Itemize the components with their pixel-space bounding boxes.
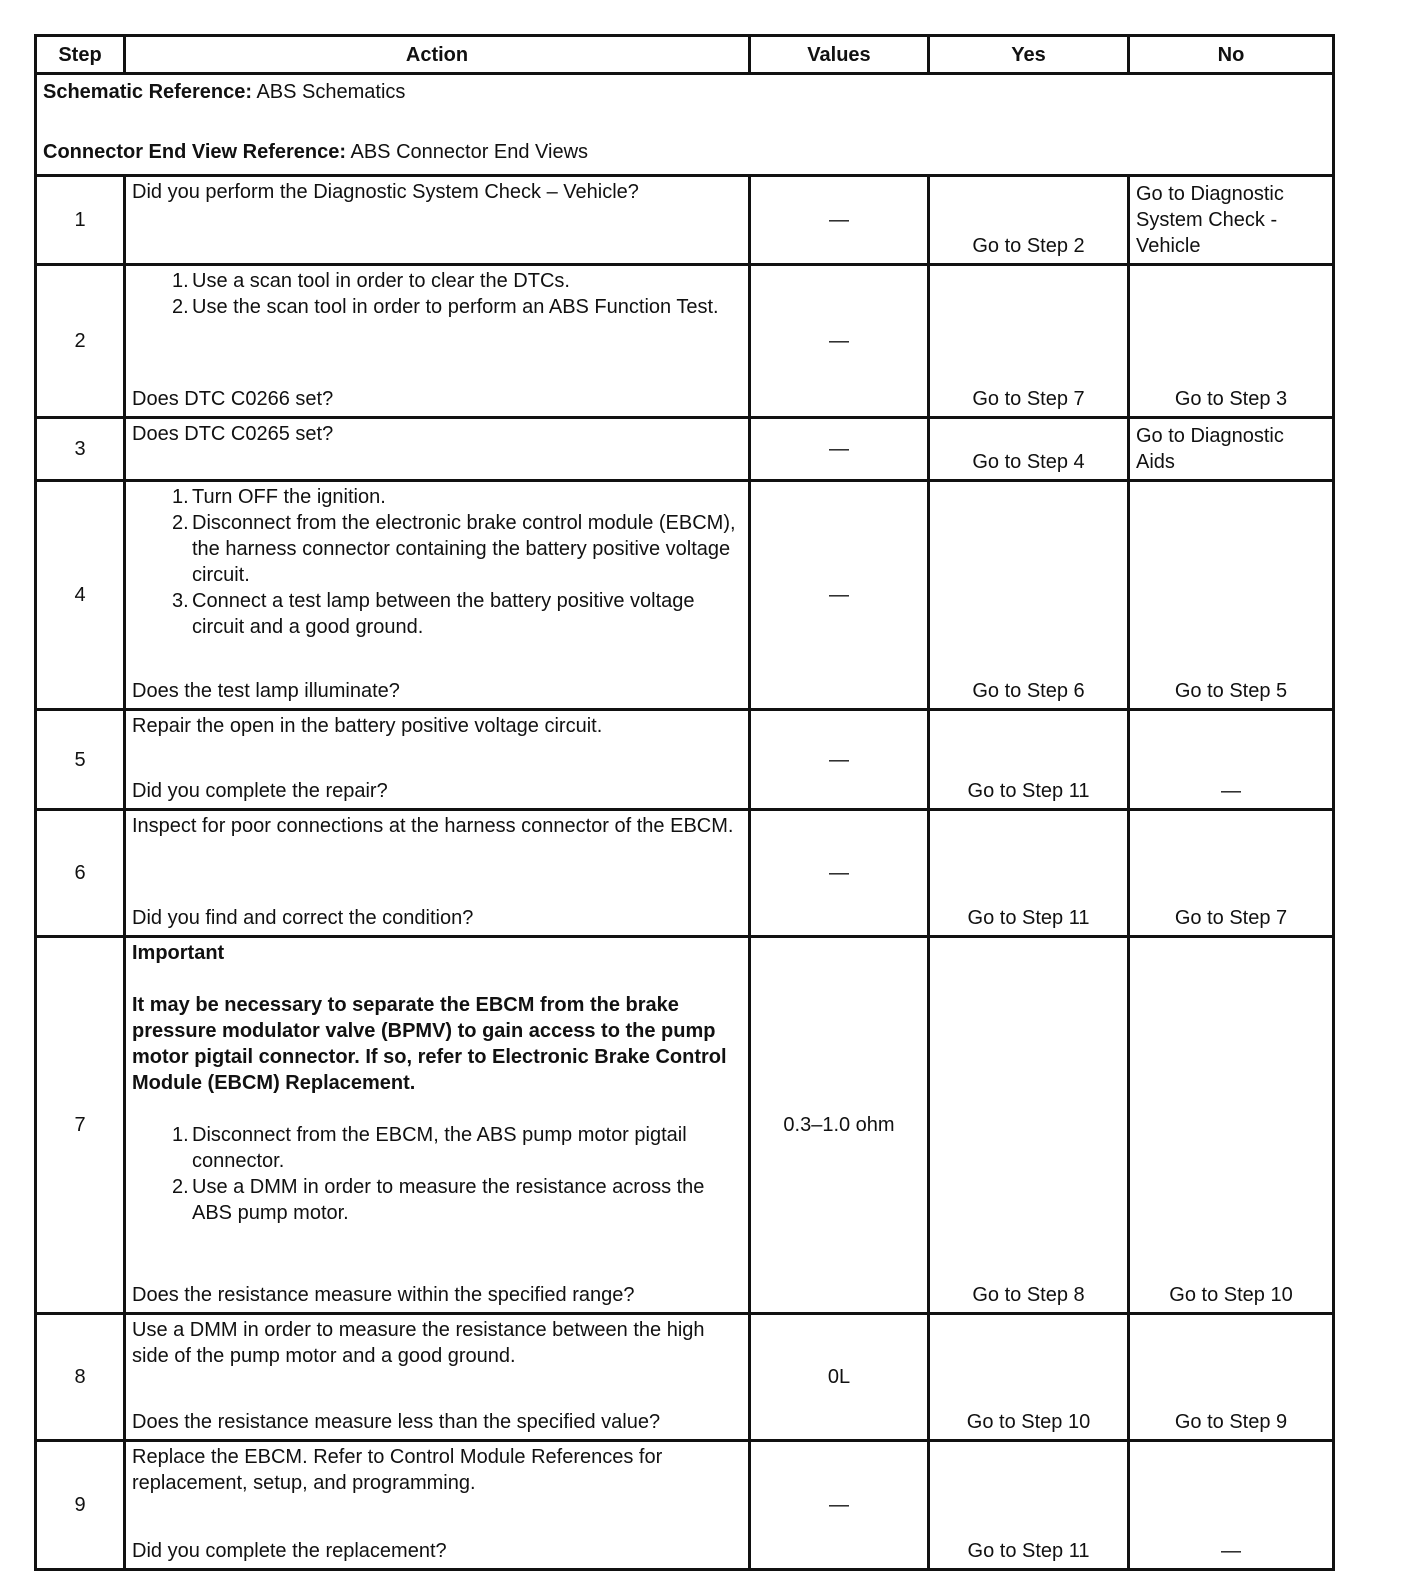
action-text: Repair the open in the battery positive voltage circuit.: [132, 715, 603, 737]
action-question: Does the resistance measure less than the specified value?: [132, 1411, 661, 1433]
connector-label: Connector End View Reference:: [43, 141, 347, 163]
reference-row: [36, 74, 1334, 176]
no-cell: Go to Step 5: [1129, 481, 1334, 710]
table-row: [36, 481, 1334, 710]
table-row: [36, 1441, 1334, 1570]
table-row: [36, 176, 1334, 265]
action-cell: [125, 810, 750, 937]
list-item: 1. Turn OFF the ignition.: [172, 486, 386, 508]
connector-value: ABS Connector End Views: [346, 141, 589, 163]
action-question: Does the resistance measure within the specified range?: [132, 1284, 635, 1306]
action-cell: [125, 1441, 750, 1570]
value-cell: —: [750, 265, 929, 418]
value-cell: 0.3–1.0 ohm: [750, 937, 929, 1314]
table-row: [36, 710, 1334, 810]
step-number: 5: [36, 710, 125, 810]
step-number: 8: [36, 1314, 125, 1441]
action-cell: [125, 481, 750, 710]
action-question: Did you complete the repair?: [132, 780, 388, 802]
header-row: [36, 36, 1334, 74]
action-text: Did you perform the Diagnostic System Check – Vehicle?: [132, 181, 639, 203]
header-values: Values: [750, 36, 929, 74]
schematic-value: ABS Schematics: [251, 81, 406, 103]
action-cell: [125, 418, 750, 481]
action-cell: [125, 710, 750, 810]
yes-cell: Go to Step 4: [929, 418, 1129, 481]
action-text: Use a DMM in order to measure the resistance between the high side of the pump motor and a good ground.: [132, 1319, 705, 1367]
no-cell: —: [1129, 710, 1334, 810]
header-step: Step: [36, 36, 125, 74]
action-text: Replace the EBCM. Refer to Control Module References for replacement, setup, and programming.: [132, 1446, 663, 1494]
table-row: [36, 810, 1334, 937]
no-cell: Go to Step 9: [1129, 1314, 1334, 1441]
step-number: 1: [36, 176, 125, 265]
list-item: 1. Disconnect from the EBCM, the ABS pump motor pigtail connector.: [172, 1124, 687, 1172]
important-label: Important: [132, 942, 225, 964]
yes-cell: Go to Step 11: [929, 810, 1129, 937]
value-cell: —: [750, 1441, 929, 1570]
yes-cell: Go to Step 6: [929, 481, 1129, 710]
header-yes: Yes: [929, 36, 1129, 74]
step-number: 9: [36, 1441, 125, 1570]
action-question: Did you complete the replacement?: [132, 1540, 447, 1562]
action-list: [132, 268, 742, 320]
action-question: Does the test lamp illuminate?: [132, 680, 400, 702]
action-cell: [125, 265, 750, 418]
yes-cell: Go to Step 8: [929, 937, 1129, 1314]
header-no: No: [1129, 36, 1334, 74]
action-question: Did you find and correct the condition?: [132, 907, 474, 929]
diagnostic-table: [34, 34, 1335, 1571]
list-item: 2. Use the scan tool in order to perform an ABS Function Test.: [172, 296, 719, 318]
important-text: It may be necessary to separate the EBCM from the brake pressure modulator valve (BPMV) to gain access to the pump motor pigtail connector. If so, refer to Electronic Brake Control Module (EBCM) Replacement.: [132, 994, 727, 1094]
value-cell: —: [750, 481, 929, 710]
list-item: 2. Disconnect from the electronic brake control module (EBCM), the harness connector containing the battery positive voltage circuit.: [172, 512, 736, 586]
action-cell: [125, 176, 750, 265]
yes-cell: Go to Step 7: [929, 265, 1129, 418]
value-cell: —: [750, 810, 929, 937]
step-number: 3: [36, 418, 125, 481]
table-row: [36, 937, 1334, 1314]
list-item: 3. Connect a test lamp between the battery positive voltage circuit and a good ground.: [172, 590, 695, 638]
action-question: Does DTC C0266 set?: [132, 388, 334, 410]
no-cell: Go to Step 10: [1129, 937, 1334, 1314]
table-row: [36, 418, 1334, 481]
value-cell: —: [750, 176, 929, 265]
no-cell: Go to Step 3: [1129, 265, 1334, 418]
header-action: Action: [125, 36, 750, 74]
yes-cell: Go to Step 10: [929, 1314, 1129, 1441]
action-cell: [125, 1314, 750, 1441]
action-list: [132, 1122, 742, 1226]
value-cell: —: [750, 710, 929, 810]
list-item: 2. Use a DMM in order to measure the resistance across the ABS pump motor.: [172, 1176, 705, 1224]
step-number: 4: [36, 481, 125, 710]
value-cell: 0L: [750, 1314, 929, 1441]
no-cell: Go to Diagnostic Aids: [1129, 418, 1334, 481]
reference-cell: [36, 74, 1334, 176]
table-row: [36, 265, 1334, 418]
connector-reference: [43, 139, 1326, 165]
schematic-reference: [43, 79, 1326, 105]
yes-cell: Go to Step 2: [929, 176, 1129, 265]
table-row: [36, 1314, 1334, 1441]
schematic-label: Schematic Reference:: [43, 81, 252, 103]
list-item: 1. Use a scan tool in order to clear the DTCs.: [172, 270, 570, 292]
action-text: Does DTC C0265 set?: [132, 423, 334, 445]
yes-cell: Go to Step 11: [929, 710, 1129, 810]
value-cell: —: [750, 418, 929, 481]
no-cell: —: [1129, 1441, 1334, 1570]
action-list: [132, 484, 742, 640]
step-number: 7: [36, 937, 125, 1314]
action-text: Inspect for poor connections at the harness connector of the EBCM.: [132, 815, 734, 837]
no-cell: Go to Step 7: [1129, 810, 1334, 937]
step-number: 6: [36, 810, 125, 937]
step-number: 2: [36, 265, 125, 418]
action-cell: [125, 937, 750, 1314]
yes-cell: Go to Step 11: [929, 1441, 1129, 1570]
no-cell: Go to Diagnostic System Check - Vehicle: [1129, 176, 1334, 265]
